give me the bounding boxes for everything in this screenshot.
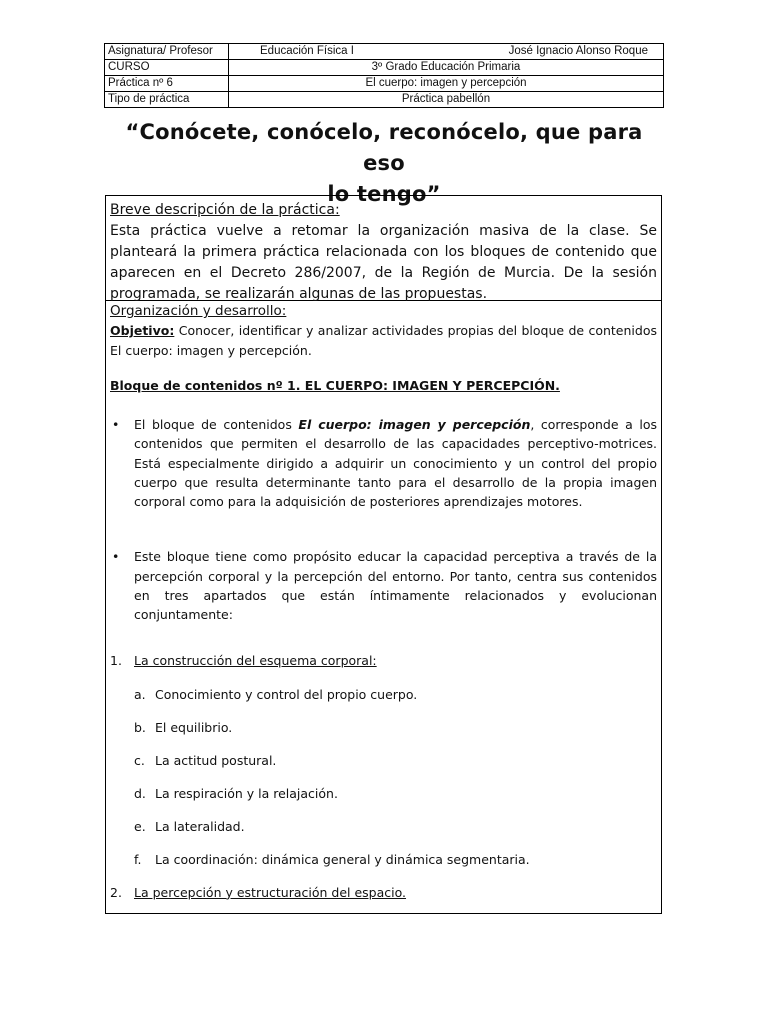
info-course-value: 3º Grado Educación Primaria [229, 60, 664, 76]
info-row-subject [105, 44, 664, 60]
numbered-item-1-text: La construcción del esquema corporal: [134, 652, 377, 668]
description-heading: Breve descripción de la práctica: [110, 202, 340, 218]
title-line-1: “Conócete, conócelo, reconócelo, que para eso [125, 120, 643, 175]
sub-item-d: d. La respiración y la relajación. [134, 785, 338, 801]
sub-item-e: e. La lateralidad. [134, 818, 245, 834]
bullet-icon: • [112, 549, 120, 565]
bullet-icon: • [112, 417, 120, 432]
title-line-2: lo tengo” [327, 182, 441, 206]
info-row-type [105, 92, 664, 108]
info-label-subject: Asignatura/ Profesor [105, 44, 229, 60]
description-section [106, 196, 661, 301]
info-row-course [105, 60, 664, 76]
info-type-value: Práctica pabellón [229, 92, 664, 108]
objective-text: Conocer, identificar y analizar actividades propias del bloque de contenidos El cuerpo: imagen y percepción. [110, 323, 657, 358]
objective-paragraph [110, 321, 657, 361]
course-info-table [104, 43, 664, 108]
bullet-item-1: • El bloque de contenidos El cuerpo: imagen y percepción, corresponde a los contenidos que permiten el desarrollo de las capacidades perceptivo-motrices. Está especialmente dirigido a adquirir un conocimiento y un control del propio cuerpo que resulta determinante tanto para el desarrollo de la propia imagen corporal como para la adquisición de posteriores aprendizajes motores. [112, 417, 657, 510]
description-body: Esta práctica vuelve a retomar la organización masiva de la clase. Se planteará la primera práctica relacionada con los bloques de contenido que aparecen en el Decreto 286/2007, de la Región de Murcia. De la sesión programada, se realizarán algunas de las propuestas. [110, 223, 657, 302]
info-subject-value: Educación Física I [260, 45, 354, 57]
objective-label: Objetivo: [110, 323, 175, 338]
practice-content-box [105, 195, 662, 914]
sub-item-c: c. La actitud postural. [134, 752, 277, 768]
info-row-practice [105, 76, 664, 92]
numbered-item-2-text: La percepción y estructuración del espacio. [134, 884, 407, 900]
info-label-practice: Práctica nº 6 [105, 76, 229, 92]
numbered-item-1: 1. La construcción del esquema corporal: [110, 652, 377, 668]
organization-heading: Organización y desarrollo: [110, 303, 287, 319]
sub-item-f: f. La coordinación: dinámica general y dinámica segmentaria. [134, 851, 530, 867]
sub-item-b: b. El equilibrio. [134, 719, 233, 735]
info-practice-value: El cuerpo: imagen y percepción [229, 76, 664, 92]
organization-section [106, 301, 661, 903]
sub-item-a: a. Conocimiento y control del propio cuerpo. [134, 686, 418, 702]
content-block-title: Bloque de contenidos nº 1. EL CUERPO: IMAGEN Y PERCEPCIÓN. [110, 378, 560, 393]
info-teacher-value: José Ignacio Alonso Roque [508, 45, 648, 57]
bullet-item-2: • Este bloque tiene como propósito educar la capacidad perceptiva a través de la percepción corporal y la percepción del entorno. Por tanto, centra sus contenidos en tres apartados que están íntimamente relacionados y evolucionan conjuntamente: [112, 549, 657, 623]
info-label-course: CURSO [105, 60, 229, 76]
info-label-type: Tipo de práctica [105, 92, 229, 108]
numbered-item-2: 2. La percepción y estructuración del espacio. [110, 884, 407, 900]
emphasis-block-name: El cuerpo: imagen y percepción [298, 417, 531, 432]
